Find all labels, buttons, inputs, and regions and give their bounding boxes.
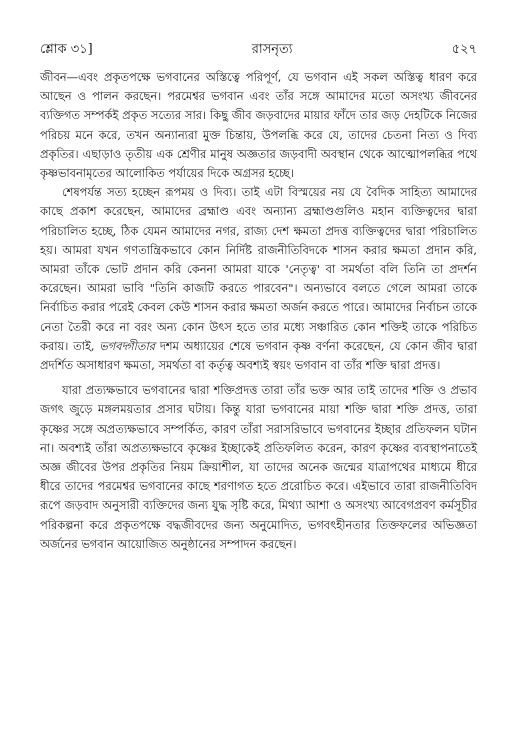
paragraph-2 <box>40 183 477 375</box>
verse-reference: শ্লোক ৩১] <box>40 42 93 57</box>
paragraph-2-text-b: দশম অধ্যায়ের শেষে ভগবান কৃষ্ণ বর্ণনা করেছেন, যে কোন জীব দ্বারা প্রদর্শিত অসাধারণ ক্ষমতা, সমর্থতা বা কর্তৃত্ব অবশ্যই স্বয়ং ভগবান বা তাঁর শক্তি দ্বারা প্রদত্ত। <box>40 338 478 373</box>
page-body <box>40 68 477 554</box>
chapter-title: রাসনৃত্য <box>251 42 293 57</box>
paragraph-2-text-a: শেষপর্যন্ত সত্য হচ্ছেন রূপময় ও দিব্য। তাই এটা বিস্ময়ের নয় যে বৈদিক সাহিত্য আমাদের কাছে প্রকাশ করেছেন, আমাদের ব্রহ্মাণ্ড এবং অন্যান্য ব্রহ্মাণ্ডগুলিও মহান ব্যক্তিত্বদের দ্বারা পরিচালিত হচ্ছে, ঠিক যেমন আমাদের নগর, রাজ্য দেশ ক্ষমতা প্রদত্ত ব্যক্তিত্বদের দ্বারা পরিচালিত হয়। আমরা যখন গণতান্ত্রিকভাবে কোন নির্দিষ্ট রাজনীতিবিদকে শাসন করার ক্ষমতা প্রদান করি, আমরা তাঁকে ভোট প্রদান করি কেননা আমরা যাকে 'নেতৃত্ব' বা সমর্থতা বলি তিনি তা প্রদর্শন করেছেন। আমরা ভাবি "তিনি কাজটি করতে পারবেন"। অন্যভাবে বলতে গেলে আমরা তাকে নির্বাচিত করার পরেই কেবল কেউ শাসন করার ক্ষমতা অর্জন করতে পারে। আমাদের নির্বাচন তাকে নেতা তৈরী করে না বরং অন্য কোন উৎস হতে তার মধ্যে সঞ্চারিত কোন শক্তিই তাকে পরিচিত করায়। তাই, <box>40 185 477 353</box>
page-number: ৫২৭ <box>451 42 477 57</box>
paragraph-3: যারা প্রত্যক্ষভাবে ভগবানের দ্বারা শক্তিপ্রদত্ত তারা তাঁর ভক্ত আর তাই তাদের শক্তি ও প্রভাব জগৎ জুড়ে মঙ্গলময়তার প্রসার ঘটায়। কিন্তু যারা ভগবানের মায়া শক্তি দ্বারা শক্তি প্রদত্ত, তারা কৃষ্ণের সঙ্গে অপ্রত্যক্ষভাবে সম্পর্কিত, কারণ তাঁরা সরাসরিভাবে ভগবানের ইচ্ছার প্রতিফলন ঘটান না। অবশ্যই তাঁরা অপ্রত্যক্ষভাবে কৃষ্ণের ইচ্ছাকেই প্রতিফলিত করেন, কারণ কৃষ্ণের ব্যবস্থাপনাতেই অজ্ঞ জীবের উপর প্রকৃতির নিয়ম ক্রিয়াশীল, যা তাদের অনেক জন্মের যাত্রাপথের মাধ্যমে ধীরে ধীরে তাদের পরমেশ্বর ভগবানের কাছে শরণাগত হতে প্ররোচিত করে। এইভাবে তারা রাজনীতিবিদ রূপে জড়বাদ অনুসারী ব্যক্তিদের জন্য যুদ্ধ সৃষ্টি করে, মিথ্যা আশা ও অসংখ্য আবেগপ্রবণ কর্মসূচীর পরিকল্পনা করে প্রকৃতপক্ষে বদ্ধজীবদের জন্য অনুমোদিত, ভগবৎহীনতার তিক্তফলের অভিজ্ঞতা অর্জনের ভগবান আয়োজিত অনুষ্ঠানের সম্পাদন করছেন। <box>40 383 477 551</box>
book-title-italic: ভগবদ্গীতার <box>99 338 156 353</box>
page-header <box>40 40 477 62</box>
paragraph-1: জীবন—এবং প্রকৃতপক্ষে ভগবানের অস্তিত্বে পরিপূর্ণ, যে ভগবান এই সকল অস্তিত্ব ধারণ করে আছেন ও পালন করছেন। পরমেশ্বর ভগবান এবং তাঁর সঙ্গে আমাদের মতো অসংখ্য জীবনের ব্যক্তিগত সম্পর্কই প্রকৃত সত্যের সার। কিছু জীব জড়বাদের মায়ার ফাঁদে তার জড় দেহটিকে নিজের পরিচয় মনে করে, তখন অন্যান্যরা মুক্ত চিন্তায়, উপলব্ধি করে যে, তাদের চেতনা নিত্য ও দিব্য প্রকৃতির। এছাড়াও তৃতীয় এক শ্রেণীর মানুষ অজ্ঞতার জড়বাদী অবস্থান থেকে আত্মোপলব্ধির পথে কৃষ্ণভাবনামৃতের আলোকিত পর্যায়ের দিকে অগ্রসর হচ্ছে। <box>40 70 477 181</box>
